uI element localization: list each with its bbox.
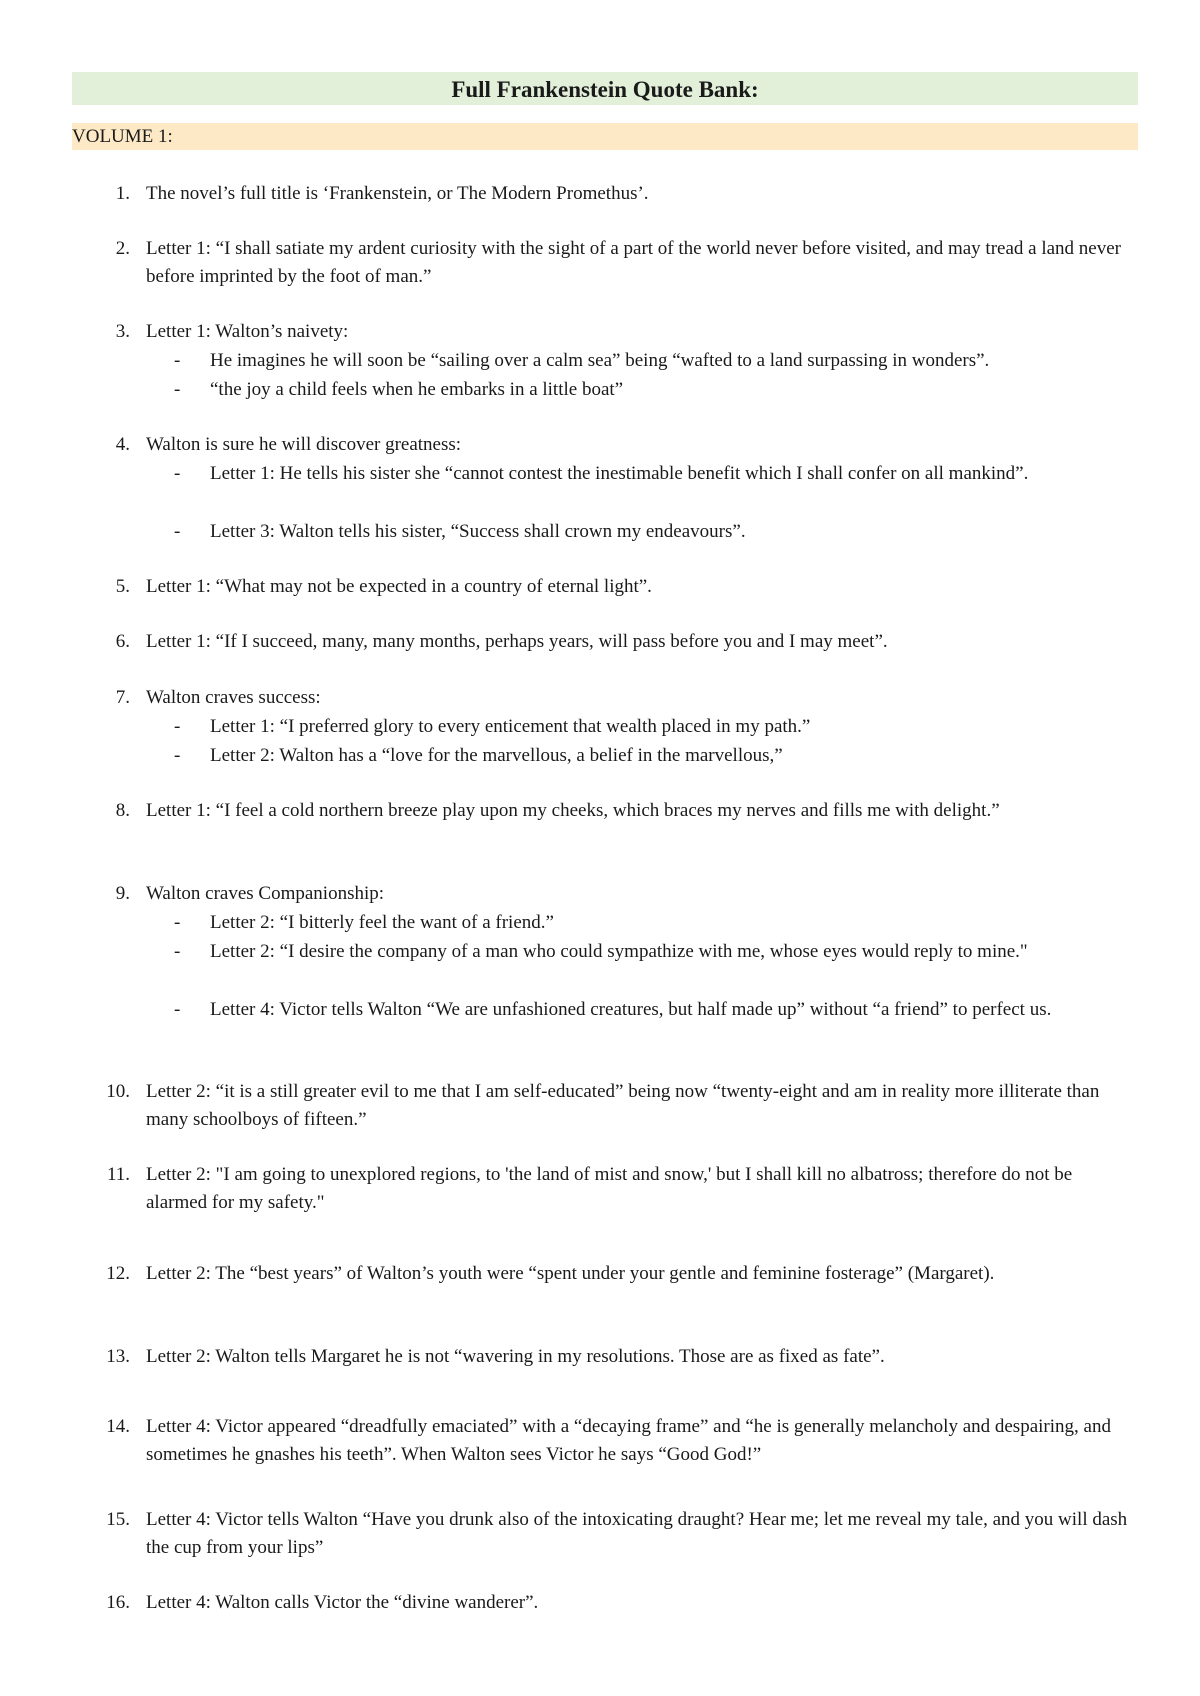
item-text: Walton is sure he will discover greatness: bbox=[146, 434, 462, 455]
bullet-dash: - bbox=[174, 941, 181, 962]
bullet-dash: - bbox=[174, 912, 181, 933]
item-text: Walton craves success: bbox=[146, 687, 321, 708]
item-text: Letter 2: The “best years” of Walton’s youth were “spent under your gentle and feminine fosterage” (Margaret). bbox=[146, 1263, 995, 1284]
item-text: Letter 1: “What may not be expected in a country of eternal light”. bbox=[146, 576, 652, 597]
sub-bullet-text: Letter 1: He tells his sister she “cannot contest the inestimable benefit which I shall confer on all mankind”. bbox=[210, 463, 1029, 484]
item-text: Letter 4: Walton calls Victor the “divine wanderer”. bbox=[146, 1592, 539, 1613]
item-number: 15. bbox=[106, 1509, 130, 1530]
item-text: Letter 2: “it is a still greater evil to me that I am self-educated” being now “twenty-eight and am in reality more illiterate than many schoolboys of fifteen.” bbox=[146, 1081, 1100, 1130]
item-number: 3. bbox=[115, 321, 130, 342]
volume-heading: VOLUME 1: bbox=[72, 123, 1138, 150]
page-title: Full Frankenstein Quote Bank: bbox=[72, 72, 1138, 105]
bullet-dash: - bbox=[174, 999, 181, 1020]
item-text: Letter 1: “I feel a cold northern breeze play upon my cheeks, which braces my nerves and fills me with delight.” bbox=[146, 800, 1000, 821]
item-text: Letter 1: “I shall satiate my ardent curiosity with the sight of a part of the world never before visited, and may tread a land never before imprinted by the foot of man.” bbox=[146, 238, 1121, 287]
item-text: Letter 1: Walton’s naivety: bbox=[146, 321, 349, 342]
item-text: Walton craves Companionship: bbox=[146, 883, 385, 904]
item-text: Letter 4: Victor tells Walton “Have you drunk also of the intoxicating draught? Hear me; let me reveal my tale, and you will dash the cup from your lips” bbox=[146, 1509, 1128, 1558]
item-text: The novel’s full title is ‘Frankenstein, or The Modern Promethus’. bbox=[146, 183, 649, 204]
item-number: 11. bbox=[106, 1164, 130, 1185]
item-number: 5. bbox=[115, 576, 130, 597]
item-number: 14. bbox=[106, 1416, 130, 1437]
sub-bullet-text: He imagines he will soon be “sailing over a calm sea” being “wafted to a land surpassing in wonders”. bbox=[210, 350, 990, 371]
item-number: 9. bbox=[115, 883, 130, 904]
bullet-dash: - bbox=[174, 379, 181, 400]
bullet-dash: - bbox=[174, 521, 181, 542]
item-number: 7. bbox=[115, 687, 130, 708]
item-number: 10. bbox=[106, 1081, 130, 1102]
item-number: 4. bbox=[115, 434, 130, 455]
sub-bullet-text: Letter 2: Walton has a “love for the marvellous, a belief in the marvellous,” bbox=[210, 745, 783, 766]
item-number: 6. bbox=[115, 631, 130, 652]
item-number: 12. bbox=[106, 1263, 130, 1284]
bullet-dash: - bbox=[174, 350, 181, 371]
sub-bullet-text: “the joy a child feels when he embarks in a little boat” bbox=[210, 379, 624, 400]
item-number: 8. bbox=[115, 800, 130, 821]
item-number: 2. bbox=[115, 238, 130, 259]
sub-bullet-text: Letter 1: “I preferred glory to every enticement that wealth placed in my path.” bbox=[210, 716, 811, 737]
item-text: Letter 2: Walton tells Margaret he is not “wavering in my resolutions. Those are as fixed as fate”. bbox=[146, 1346, 885, 1367]
sub-bullet-text: Letter 2: “I desire the company of a man who could sympathize with me, whose eyes would reply to mine." bbox=[210, 941, 1028, 962]
bullet-dash: - bbox=[174, 716, 181, 737]
item-text: Letter 4: Victor appeared “dreadfully emaciated” with a “decaying frame” and “he is generally melancholy and despairing, and sometimes he gnashes his teeth”. When Walton sees Victor he says “Good God!” bbox=[146, 1416, 1111, 1465]
item-text: Letter 1: “If I succeed, many, many months, perhaps years, will pass before you and I may meet”. bbox=[146, 631, 888, 652]
bullet-dash: - bbox=[174, 463, 181, 484]
item-number: 1. bbox=[115, 183, 130, 204]
sub-bullet-text: Letter 2: “I bitterly feel the want of a friend.” bbox=[210, 912, 554, 933]
item-text: Letter 2: "I am going to unexplored regions, to 'the land of mist and snow,' but I shall kill no albatross; therefore do not be alarmed for my safety." bbox=[146, 1164, 1073, 1213]
item-number: 13. bbox=[106, 1346, 130, 1367]
sub-bullet-text: Letter 3: Walton tells his sister, “Success shall crown my endeavours”. bbox=[210, 521, 746, 542]
item-number: 16. bbox=[106, 1592, 130, 1613]
sub-bullet-text: Letter 4: Victor tells Walton “We are unfashioned creatures, but half made up” without “a friend” to perfect us. bbox=[210, 999, 1052, 1020]
bullet-dash: - bbox=[174, 745, 181, 766]
